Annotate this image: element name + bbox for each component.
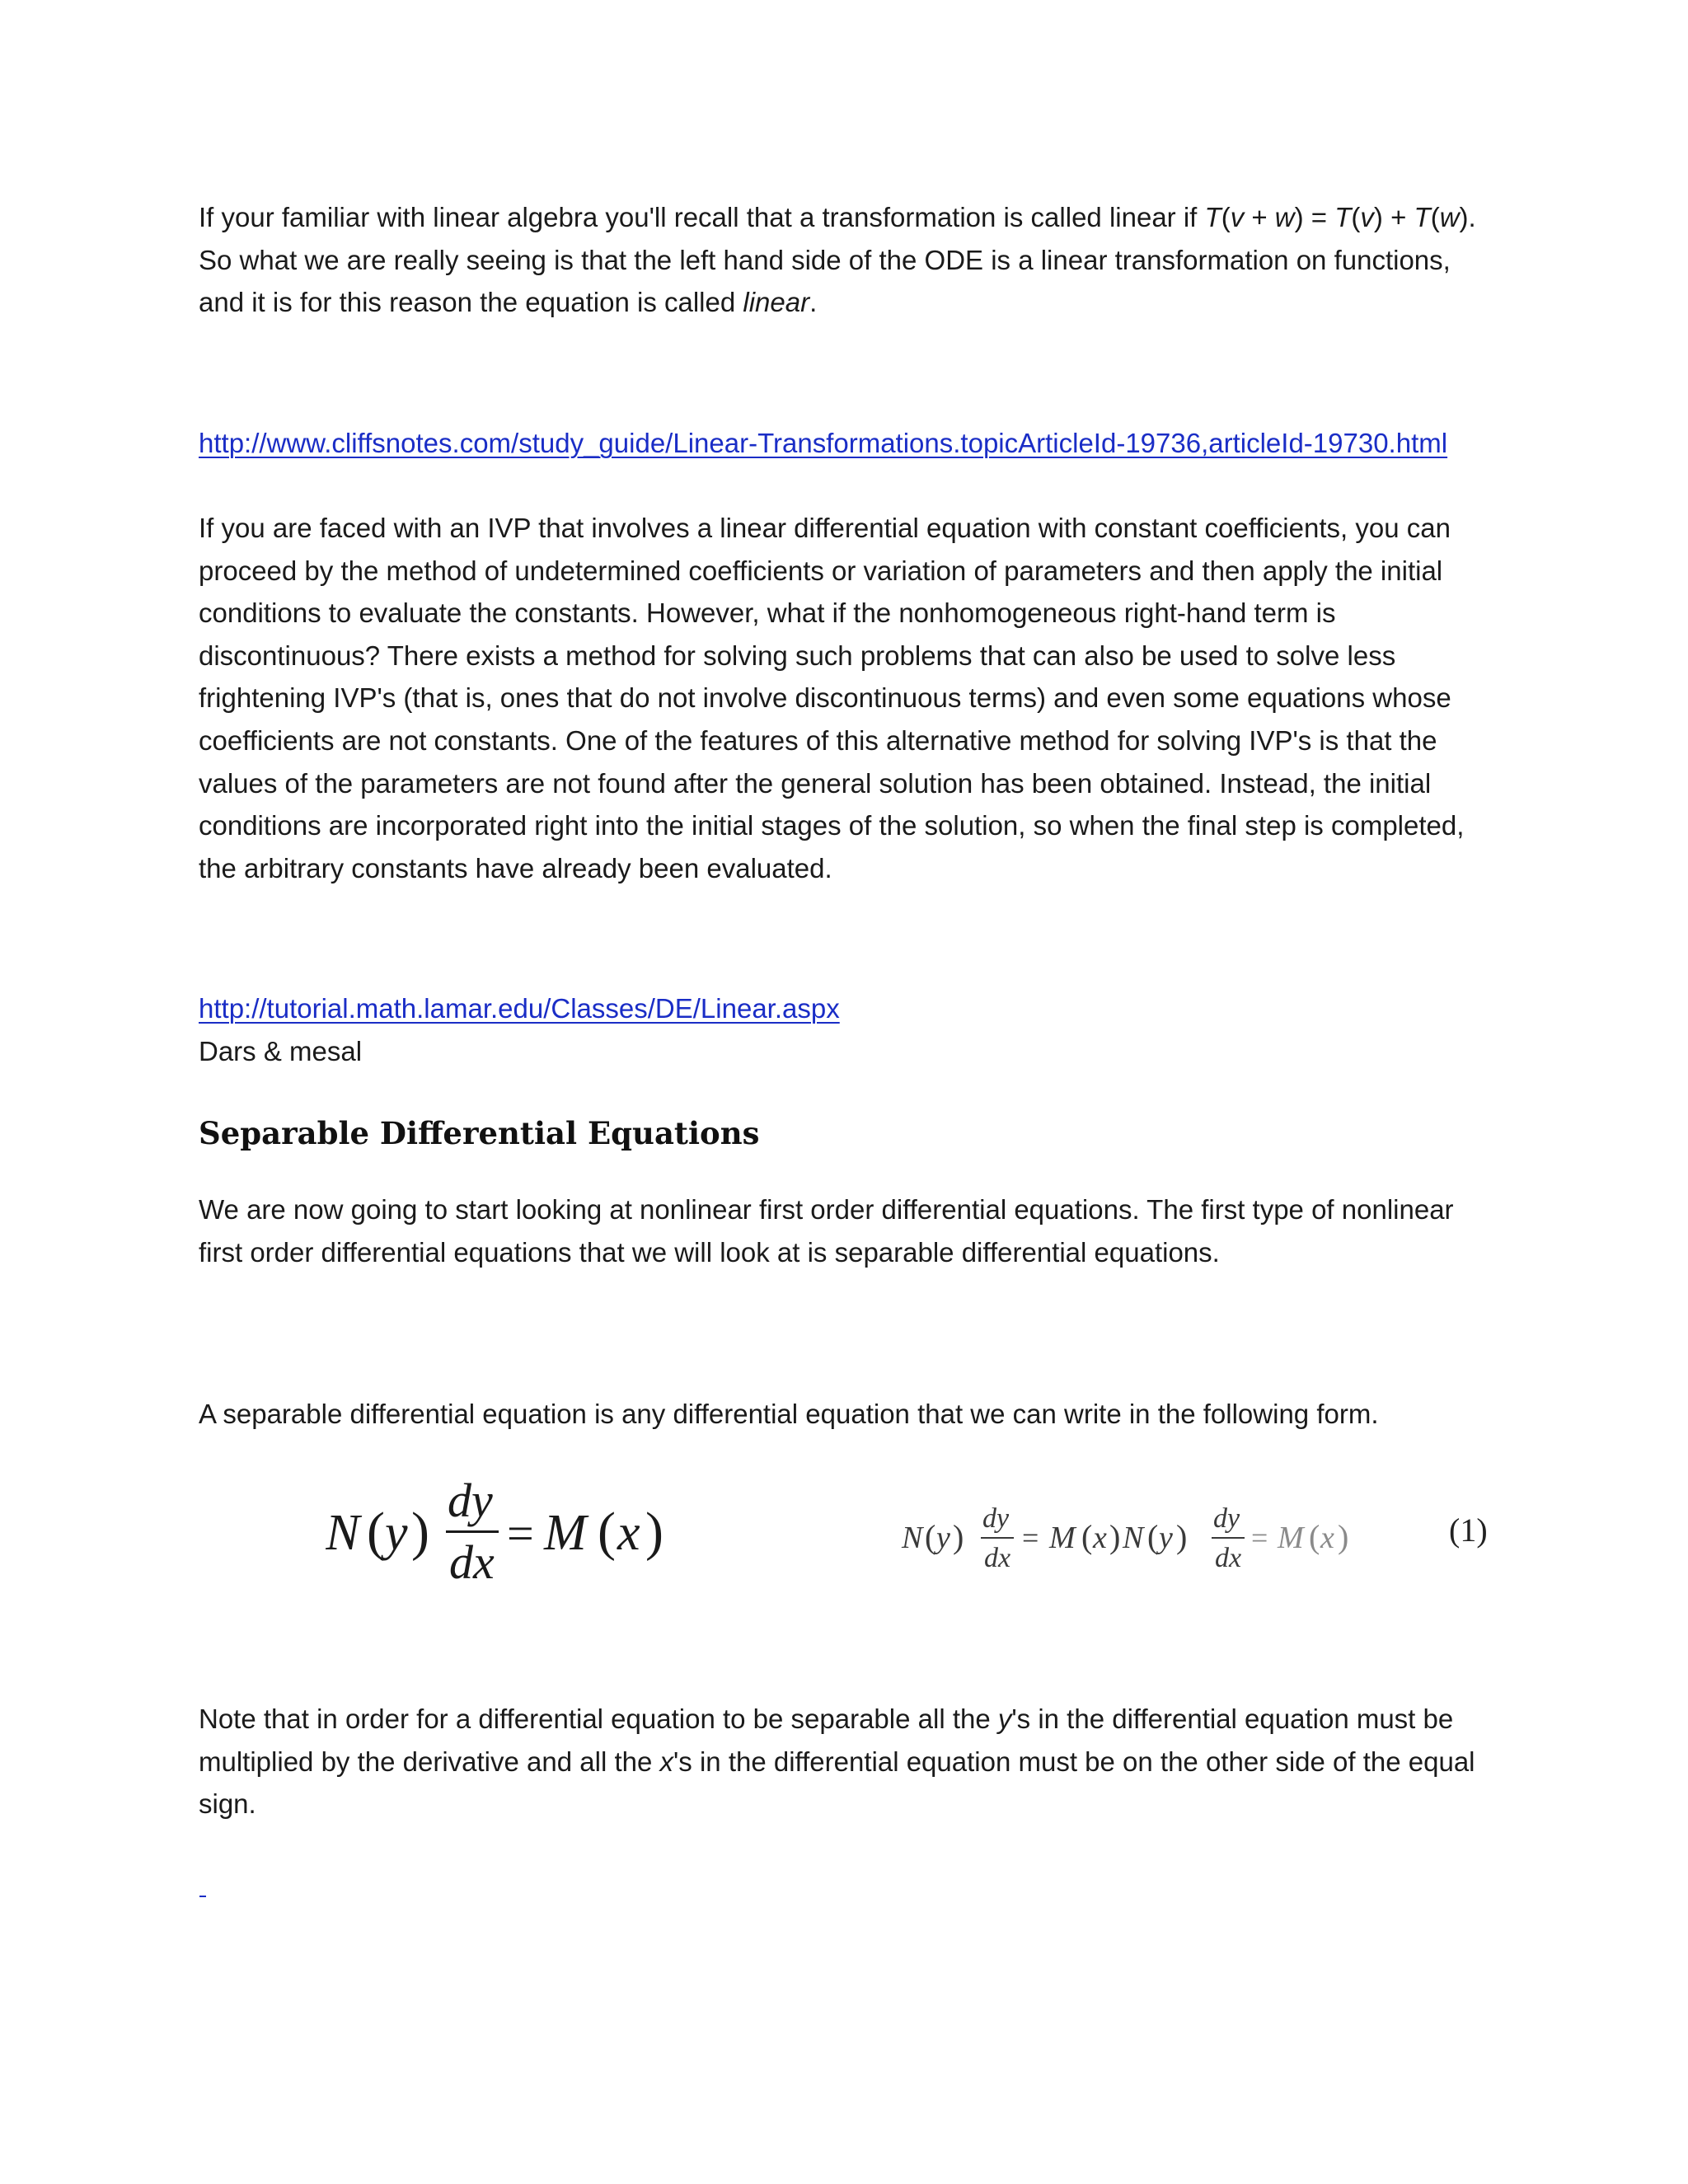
cliffsnotes-link[interactable]: http://www.cliffsnotes.com/study_guide/Linear-Transformations.topicArticleId-19736,articleId-19730.html <box>199 428 1448 458</box>
lamar-link-block <box>199 987 1501 1030</box>
eq-paren-open: ( <box>1309 1518 1320 1555</box>
italic-T: T <box>1334 202 1352 232</box>
eq-dy: dy <box>1213 1503 1240 1534</box>
italic-v: v <box>1230 202 1245 232</box>
paragraph-ivp: If you are faced with an IVP that involves a linear differential equation with constant coefficients, you can proceed by the method of undetermined coefficients or variation of parameters and then apply the initial conditions to evaluate the constants. However, what if the nonhomogeneous right-hand term is discontinuous? There exists a method for solving such problems that can also be used to solve less frightening IVP's (that is, ones that do not involve discontinuous terms) and even some equations whose coefficients are not constants. One of the features of this alternative method for solving IVP's is that the values of the parameters are not found after the general solution has been obtained. Instead, the initial conditions are incorporated right into the initial stages of the solution, so when the final step is completed, the arbitrary constants have already been evaluated. <box>199 513 1465 883</box>
eq-equals: = <box>1022 1521 1039 1554</box>
text-run: Note that in order for a differential equation to be separable all the <box>199 1704 998 1734</box>
equation-large <box>326 1467 688 1599</box>
eq-y: y <box>385 1505 408 1561</box>
text-run: + <box>1244 202 1275 232</box>
eq-y: y <box>936 1521 950 1555</box>
eq-paren-close: ) <box>953 1518 964 1555</box>
eq-dy: dy <box>448 1474 493 1527</box>
italic-w: w <box>1274 202 1295 232</box>
cliffsnotes-link-block <box>199 422 1501 465</box>
fraction-bar <box>1212 1537 1245 1539</box>
text-run: ) + <box>1373 202 1414 232</box>
eq-equals: = <box>507 1507 534 1560</box>
italic-y: y <box>997 1704 1012 1734</box>
italic-linear: linear <box>743 287 810 318</box>
eq-x: x <box>1093 1521 1107 1555</box>
eq-N: N <box>326 1505 360 1561</box>
eq-paren-close: ) <box>1176 1518 1188 1555</box>
italic-w: w <box>1439 202 1460 232</box>
eq-paren-close: ) <box>1338 1518 1349 1555</box>
eq-equals: = <box>1251 1521 1268 1554</box>
eq-paren-close: ) <box>411 1502 429 1562</box>
italic-T: T <box>1204 202 1221 232</box>
text-run: If your familiar with linear algebra you'll recall that a transformation is called linear if <box>199 202 1205 232</box>
fraction-bar <box>446 1530 499 1533</box>
italic-x: x <box>659 1746 673 1777</box>
eq-dy: dy <box>982 1503 1010 1534</box>
eq-N: N <box>902 1521 923 1555</box>
text-run: ). So what we are really seeing is that the left hand side of the ODE is a linear transformation on functions, and it is for this reason the equation is called <box>199 202 1476 318</box>
empty-link-underline[interactable] <box>199 1896 206 1897</box>
eq-M: M <box>1278 1521 1304 1555</box>
eq-y: y <box>1159 1521 1173 1555</box>
section-heading: Separable Differential Equations <box>199 1115 760 1151</box>
text-run: ( <box>1430 202 1440 232</box>
eq-M: M <box>1049 1521 1076 1555</box>
italic-v: v <box>1360 202 1374 232</box>
italic-T: T <box>1414 202 1431 232</box>
equation-small <box>898 1496 1376 1586</box>
eq-paren-open: ( <box>925 1518 936 1555</box>
eq-dx: dx <box>449 1535 495 1589</box>
paragraph-separable-definition: A separable differential equation is any differential equation that we can write in the following form. <box>199 1399 1379 1429</box>
eq-N: N <box>1123 1521 1144 1555</box>
text-run: 's in the differential equation must be multiplied by the derivative and all the <box>199 1704 1454 1777</box>
text-run: . <box>809 287 818 318</box>
fraction-bar <box>981 1537 1014 1539</box>
eq-paren-open: ( <box>367 1502 385 1562</box>
eq-paren-open: ( <box>1081 1518 1093 1555</box>
text-run: ) = <box>1294 202 1335 232</box>
lamar-link[interactable]: http://tutorial.math.lamar.edu/Classes/DE/Linear.aspx <box>199 993 840 1024</box>
dars-mesal-text: Dars & mesal <box>199 1036 363 1066</box>
text-run: 's in the differential equation must be on the other side of the equal sign. <box>199 1746 1475 1820</box>
eq-paren-open: ( <box>1147 1518 1159 1555</box>
eq-M: M <box>544 1505 587 1561</box>
text-run: ( <box>1351 202 1361 232</box>
equation-number: (1) <box>1449 1511 1488 1549</box>
text-run: ( <box>1221 202 1231 232</box>
paragraph-note <box>199 1698 1501 1825</box>
eq-x: x <box>1320 1521 1334 1555</box>
eq-paren-close: ) <box>1109 1518 1121 1555</box>
paragraph-nonlinear: We are now going to start looking at nonlinear first order differential equations. The first type of nonlinear first order differential equations that we will look at is separable differential equations. <box>199 1194 1454 1268</box>
eq-dx: dx <box>1215 1543 1242 1573</box>
paragraph-linear-algebra <box>199 196 1501 324</box>
eq-paren-close: ) <box>645 1502 663 1562</box>
eq-x: x <box>617 1505 640 1561</box>
eq-paren-open: ( <box>598 1502 616 1562</box>
eq-dx: dx <box>984 1543 1011 1573</box>
